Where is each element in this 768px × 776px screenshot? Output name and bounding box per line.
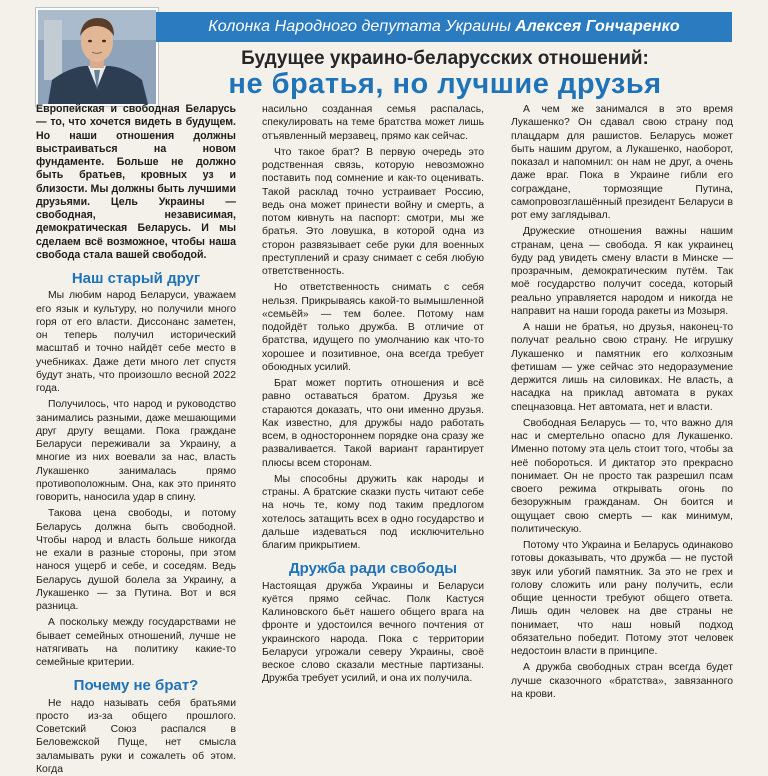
paragraph: Но ответственность снимать с себя нельзя. Прикрываясь какой-то вымышленной «семьёй» — тем более. Потому нам подойдёт только дружба. В отличие от братства, идущего по умолчанию как что-то хорошее и позитивное, она всегда требует обоюдных усилий. — [262, 281, 484, 374]
article-column-1 — [36, 103, 236, 776]
paragraph: Получилось, что народ и руководство занимались разными, даже мешающими друг другу вещами. Пока граждане Беларуси переживали за Украину, а многие из них воевали за нас, власть Лукашенко занималась прямо противоположным. Она, как это принято говорить, наносила удар в спину. — [36, 398, 236, 504]
article-column-3 — [511, 103, 733, 701]
paragraph: Брат может портить отношения и всё равно оставаться братом. Друзья же стараются доказать, что они именно друзья. Как известно, для дружбы надо работать всем, в одностороннем порядке она сразу же разваливается. Такой вариант гарантирует плюсы всем сторонам. — [262, 377, 484, 470]
paragraph: А поскольку между государствами не бывает семейных отношений, лучше не натягивать на политику какие-то семейные критерии. — [36, 616, 236, 669]
paragraph: Свободная Беларусь — то, что важно для нас и смертельно опасно для Лукашенко. Именно потому эта цель стоит того, чтобы за неё побороться. И диктатор это прекрасно понимает. Он не просто так разрешил псам своего режима открывать огонь по безоружным гражданам. Он боится и ощущает свою смерть — как минимум, политическую. — [511, 417, 733, 536]
paragraph: Что такое брат? В первую очередь это родственная связь, которую невозможно поставить под сомнение и как-то оценивать. Такой расклад точно устраивает Россию, ведь она может принести войну и смерть, а потом кивнуть на паспорт: смотри, мы же братья. Это ловушка, в которой одна из сторон развязывает себе руки для военных преступлений и сразу снимает с себя любую ответственность. — [262, 146, 484, 279]
paragraph: Мы любим народ Беларуси, уважаем его язык и культуру, но получили много горя от его власти. Диссонанс заметен, он теперь получил исторический масштаб и точно найдёт себе место в учебниках. Даже дети много лет спустя будут знать, что произошло весной 2022 года. — [36, 289, 236, 395]
lead-paragraph: Европейская и свободная Беларусь — то, что хочется видеть в будущем. Но наши отношения должны выстраиваться на новом фундаменте. Больше не должно быть братьев, кровных уз и близости. Мы должны быть лучшими друзьями. Цель Украины — свободная, независимая, демократическая Беларусь. И мы сделаем всё возможное, чтобы наша свобода стала вашей свободой. — [36, 103, 236, 262]
column-banner — [156, 12, 732, 42]
headline-subtitle: Будущее украино-беларусских отношений: — [160, 48, 730, 70]
paragraph: Мы способны дружить как народы и страны. А братские сказки пусть читают себе на ночь те, кому под таким предлогом хотелось затащить всех в одно государство и дальше издеваться под исключительно благим прикрытием. — [262, 473, 484, 553]
paragraph: Дружеские отношения важны нашим странам, цена — свобода. Я как украинец буду рад увидеть смену власти в Минске — прозрачным, демократическим путём. Так моё государство получит соседа, который реально управляется народом и никогда не направит на наши города ракеты из Мозыря. — [511, 225, 733, 318]
paragraph: насильно созданная семья распалась, спекулировать на теме братства может лишь отъявленный мерзавец, прямо как сейчас. — [262, 103, 484, 143]
portrait-image — [38, 10, 156, 104]
section-heading-old-friend: Наш старый друг — [36, 272, 236, 285]
author-photo — [36, 8, 158, 106]
banner-prefix: Колонка Народного депутата Украины — [208, 18, 511, 36]
article-column-2 — [262, 103, 484, 686]
headline-title: не братья, но лучшие друзья — [160, 68, 730, 101]
author-name: Алексея Гончаренко — [515, 18, 680, 36]
paragraph: Потому что Украина и Беларусь одинаково готовы доказывать, что дружба — не пустой звук или убогий памятник. За это не грех и голову сложить или рану получить, если общие ценности требуют общего ответа. Лишь один человек на две страны не понимает, что наш новый подход обязательно победит. Потому этот человек недостоин власти в принципе. — [511, 539, 733, 658]
paragraph: А дружба свободных стран всегда будет лучше сказочного «братства», завязанного на крови. — [511, 661, 733, 701]
paragraph: Такова цена свободы, и потому Беларусь должна быть свободной. Чтобы народ и власть больше никогда не ехали в разные стороны, при этом нанося ущерб и себе, и соседям. Ведь Беларусь душой болела за Украину, а Лукашенко — за Путина. Вот и вся разница. — [36, 507, 236, 613]
paragraph: Не надо называть себя братьями просто из-за общего прошлого. Советский Союз распался в Беловежской Пуще, нет смысла заламывать руки и сожалеть об этом. Когда — [36, 697, 236, 776]
section-heading-friendship-for-freedom: Дружба ради свободы — [262, 562, 484, 575]
section-heading-why-not-brother: Почему не брат? — [36, 679, 236, 692]
paragraph: Настоящая дружба Украины и Беларуси куётся прямо сейчас. Полк Кастуся Калиновского бьёт нашего общего врага на фронте и удостоился вечного почтения от украинского народа. Пока с территории Беларуси угрожали северу Украины, своё веское слово сказали местные партизаны. Дружба требует усилий, и она их получила. — [262, 580, 484, 686]
paragraph: А чем же занимался в это время Лукашенко? Он сдавал свою страну под плацдарм для рашистов. Беларусь может быть нашим другом, а Лукашенко, наоборот, показал и напомнил: он нам не друг, а очень даже враг. Пока в Украине гибли его сограждане, тормозящие Путина, самопровозглашённый президент Беларуси в рот ему заглядывал. — [511, 103, 733, 222]
paragraph: А наши не братья, но друзья, наконец-то получат реально свою страну. Не игрушку Лукашенко и памятник его колхозным фетишам — уже сейчас это недоразумение держится лишь на силовиках. Не власть, а насадка на приклад автомата в руках спецназовца. Нет автомата, нет и власти. — [511, 321, 733, 414]
